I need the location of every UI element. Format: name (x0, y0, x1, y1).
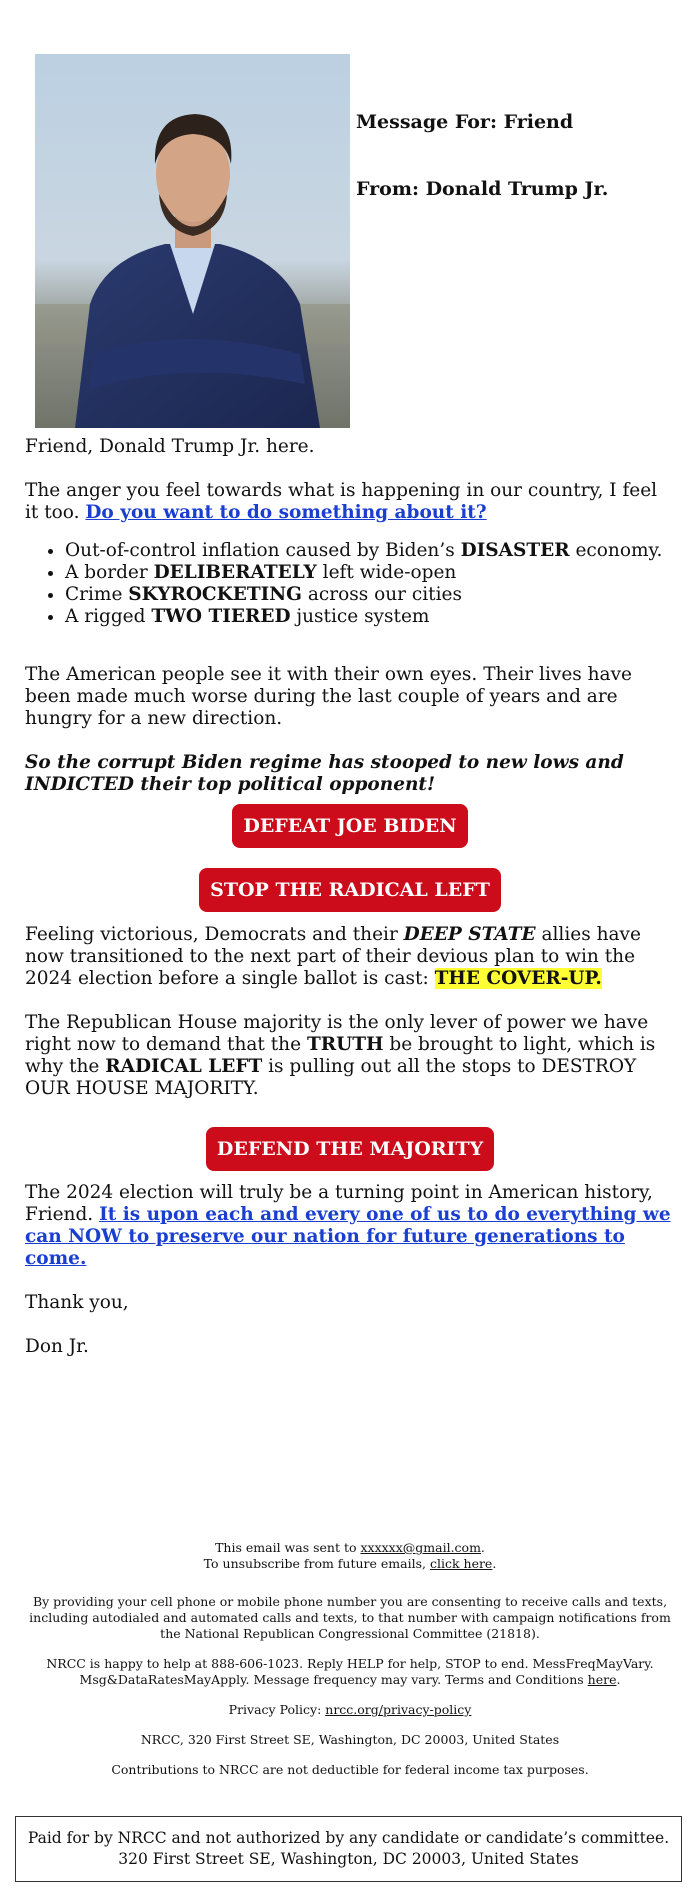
message-for-line: Message For: Friend (356, 111, 574, 133)
preserve-nation-link[interactable]: It is upon each and every one of us to do everything we can NOW to preserve our nation for future generations to come. (25, 1204, 671, 1269)
footer-help: NRCC is happy to help at 888-606-1023. Reply HELP for help, STOP to end. MessFreqMayVary. Msg&DataRatesMayApply. Message frequency may vary. Terms and Conditions here. (46, 1656, 654, 1687)
footer-consent: By providing your cell phone or mobile phone number you are consenting to receive calls and texts, including autodialed and automated calls and texts, to that number with campaign notifications from the National Republican Congressional Committee (21818). (29, 1594, 671, 1641)
paid-for-disclaimer: Paid for by NRCC and not authorized by any candidate or candidate’s committee. 320 First Street SE, Washington, DC 20003, United States (15, 1816, 682, 1882)
stop-the-radical-left-button[interactable]: STOP THE RADICAL LEFT (199, 868, 501, 912)
signature: Don Jr. (25, 1336, 89, 1357)
list-item: • Crime SKYROCKETING across our cities (65, 584, 700, 606)
paragraph-house-majority: The Republican House majority is the only lever of power we have right now to demand that the TRUTH be brought to light, which is why the RADICAL LEFT is pulling out all the stops to DESTROY OUR HOUSE MAJORITY. (25, 1012, 656, 1099)
terms-link[interactable]: here (587, 1672, 617, 1687)
defeat-joe-biden-button[interactable]: DEFEAT JOE BIDEN (232, 804, 467, 848)
paragraph-text: The American people see it with their own eyes. Their lives have been made much worse during the last couple of years and are hungry for a new direction. (25, 664, 632, 729)
list-item: • A rigged TWO TIERED justice system (65, 606, 700, 628)
email-header (35, 54, 665, 428)
footer-privacy: Privacy Policy: nrcc.org/privacy-policy (228, 1702, 472, 1717)
paragraph-see-it (25, 664, 675, 730)
issue-list (25, 540, 700, 628)
thank-you: Thank you, (25, 1292, 129, 1313)
paragraph-deep-state: Feeling victorious, Democrats and their DEEP STATE allies have now transitioned to the next part of their devious plan to win the 2024 election before a single ballot is cast: THE COVER-UP. (25, 924, 641, 989)
defend-the-majority-button[interactable]: DEFEND THE MAJORITY (206, 1127, 494, 1171)
from-line: From: Donald Trump Jr. (356, 178, 609, 200)
recipient-email: xxxxxx@gmail.com (360, 1540, 481, 1555)
intro-paragraph (25, 480, 675, 524)
paragraph-text: So the corrupt Biden regime has stooped to new lows and INDICTED their top political opponent! (25, 752, 624, 795)
unsubscribe-link[interactable]: click here (429, 1556, 493, 1571)
footer-address: NRCC, 320 First Street SE, Washington, DC 20003, United States (140, 1732, 560, 1747)
list-item: • Out-of-control inflation caused by Biden’s DISASTER economy. (65, 540, 700, 562)
paragraph-indicted (25, 752, 675, 796)
greeting-text: Friend, Donald Trump Jr. here. (25, 436, 315, 457)
portrait-photo (35, 54, 350, 428)
greeting (25, 436, 675, 458)
cover-up-highlight: THE COVER-UP. (434, 968, 602, 989)
list-item: • A border DELIBERATELY left wide-open (65, 562, 700, 584)
privacy-policy-link[interactable]: nrcc.org/privacy-policy (325, 1702, 472, 1717)
intro-text: The anger you feel towards what is happening in our country, I feel it too. (25, 480, 658, 523)
footer-sent-to: This email was sent to xxxxxx@gmail.com. To unsubscribe from future emails, click here. (203, 1540, 497, 1571)
paragraph-turning-point: The 2024 election will truly be a turning point in American history, Friend. It is upon each and every one of us to do everything we can NOW to preserve our nation for future generations to come. (25, 1182, 671, 1269)
footer-contributions: Contributions to NRCC are not deductible for federal income tax purposes. (111, 1762, 589, 1777)
do-something-link[interactable]: Do you want to do something about it? (85, 502, 487, 523)
